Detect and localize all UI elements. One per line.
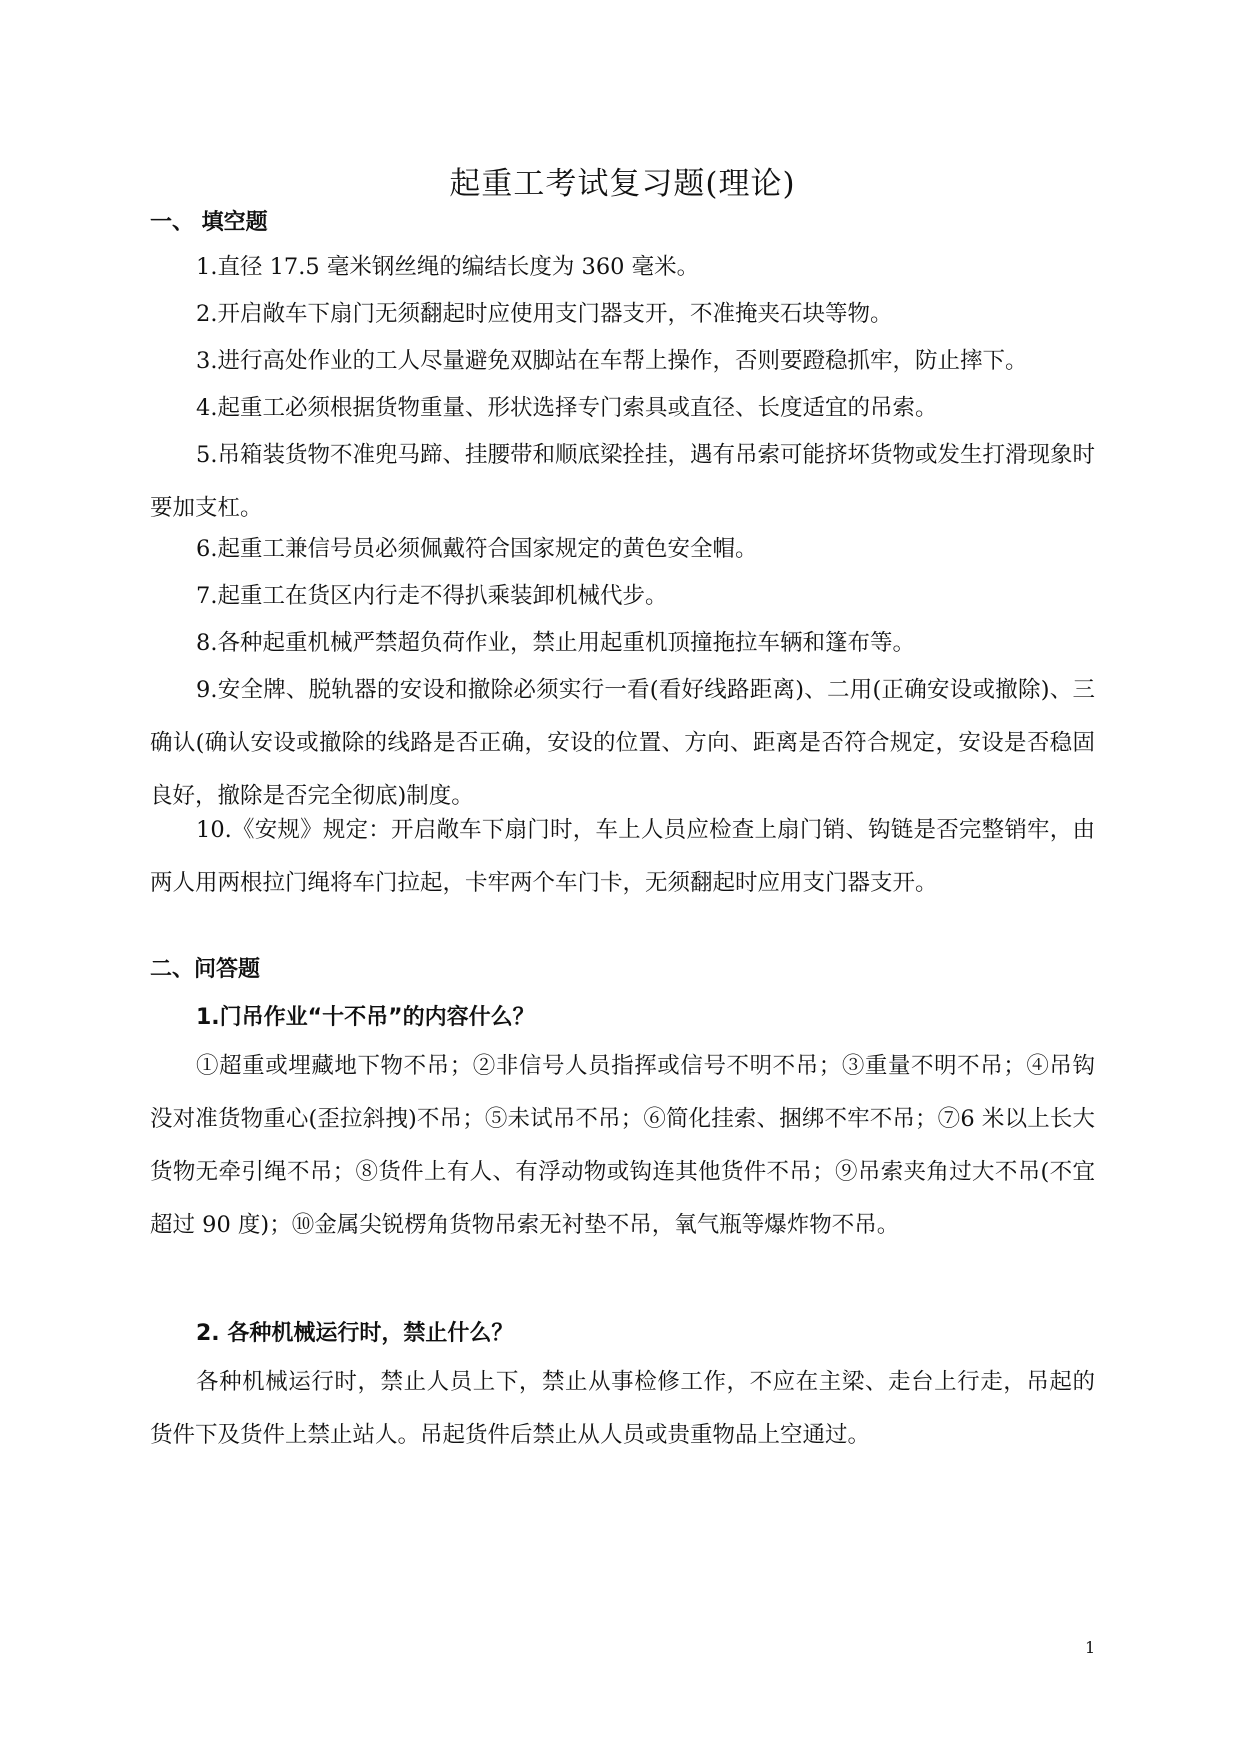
- fill-in-item-10: 10.《安规》规定：开启敞车下扇门时，车上人员应检查上扇门销、钩链是否完整销牢，由两人用两根拉门绳将车门拉起，卡牢两个车门卡，无须翻起时应用支门器支开。: [150, 817, 1095, 896]
- section-heading-qa: 二、问答题: [150, 957, 261, 982]
- document-page: [150, 0, 1095, 1754]
- page-number: 1: [1085, 1638, 1096, 1657]
- answer-paragraph-1: ①超重或埋藏地下物不吊；②非信号人员指挥或信号不明不吊；③重量不明不吊；④吊钩没对准货物重心(歪拉斜拽)不吊；⑤未试吊不吊；⑥简化挂索、捆绑不牢不吊；⑦6 米以上长大货物无牵引绳不吊；⑧货件上有人、有浮动物或钩连其他货件不吊；⑨吊索夹角过大不吊(不宜超过 90 度)；⑩金属尖锐楞角货物吊索无衬垫不吊，氧气瓶等爆炸物不吊。: [150, 1053, 1095, 1238]
- question-heading-2: 2. 各种机械运行时，禁止什么？: [196, 1321, 514, 1346]
- fill-in-item-9: 9.安全牌、脱轨器的安设和撤除必须实行一看(看好线路距离)、二用(正确安设或撤除)、三确认(确认安设或撤除的线路是否正确，安设的位置、方向、距离是否符合规定，安设是否稳固良好，撤除是否完全彻底)制度。: [150, 677, 1095, 809]
- fill-in-item-7: 7.起重工在货区内行走不得扒乘装卸机械代步。: [196, 583, 668, 609]
- fill-in-item-8: 8.各种起重机械严禁超负荷作业，禁止用起重机顶撞拖拉车辆和篷布等。: [196, 630, 915, 656]
- fill-in-item-1: 1.直径 17.5 毫米钢丝绳的编结长度为 360 毫米。: [196, 254, 700, 280]
- answer-paragraph-2: 各种机械运行时，禁止人员上下，禁止从事检修工作，不应在主梁、走台上行走，吊起的货件下及货件上禁止站人。吊起货件后禁止从人员或贵重物品上空通过。: [150, 1369, 1095, 1448]
- fill-in-item-5: 5.吊箱装货物不准兜马蹄、挂腰带和顺底梁拴挂，遇有吊索可能挤坏货物或发生打滑现象时要加支杠。: [150, 442, 1095, 521]
- fill-in-item-6: 6.起重工兼信号员必须佩戴符合国家规定的黄色安全帽。: [196, 536, 758, 562]
- document-title: 起重工考试复习题(理论): [449, 166, 796, 202]
- question-heading-1: 1.门吊作业“十不吊”的内容什么？: [196, 1005, 535, 1030]
- fill-in-item-2: 2.开启敞车下扇门无须翻起时应使用支门器支开，不准掩夹石块等物。: [196, 301, 893, 327]
- fill-in-item-3: 3.进行高处作业的工人尽量避免双脚站在车帮上操作，否则要蹬稳抓牢，防止摔下。: [196, 348, 1028, 374]
- fill-in-item-4: 4.起重工必须根据货物重量、形状选择专门索具或直径、长度适宜的吊索。: [196, 395, 938, 421]
- section-heading-fill-in: 一、 填空题: [150, 210, 268, 235]
